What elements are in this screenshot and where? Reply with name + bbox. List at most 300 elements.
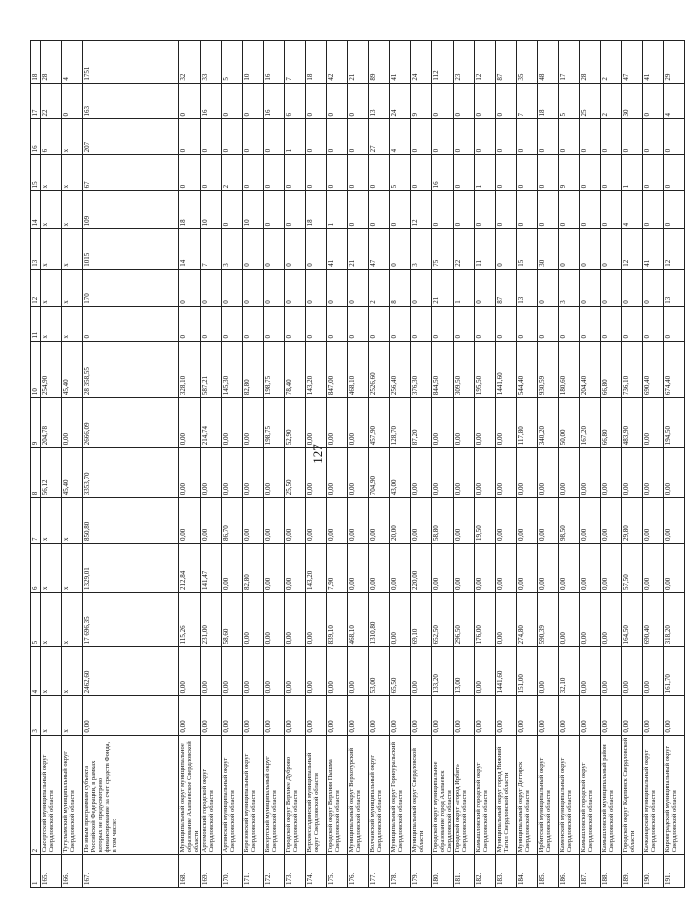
value-cell: 0,00 xyxy=(369,696,390,735)
municipality-name-cell: Ирбитский муниципальный округ Свердловской области xyxy=(538,735,559,855)
value-cell: 7 xyxy=(201,229,222,269)
value-cell: 0,00 xyxy=(432,448,454,498)
value-cell: x xyxy=(62,647,83,696)
value-cell: 0,00 xyxy=(643,544,664,593)
value-cell: 690,40 xyxy=(643,341,664,398)
value-cell: 3 xyxy=(222,229,243,269)
table-row xyxy=(369,41,390,888)
value-cell: 0 xyxy=(643,306,664,341)
value-cell: 0 xyxy=(243,306,264,341)
value-cell: 847,00 xyxy=(327,341,348,398)
value-cell: x xyxy=(62,498,83,544)
value-cell: 32,10 xyxy=(559,647,580,696)
value-cell: 0,00 xyxy=(285,544,306,593)
value-cell: x xyxy=(62,155,83,191)
value-cell: 220,00 xyxy=(411,544,432,593)
value-cell: x xyxy=(62,696,83,735)
value-cell: 53,00 xyxy=(369,647,390,696)
table-row xyxy=(306,41,327,888)
value-cell: 0 xyxy=(369,306,390,341)
row-number-cell: 169. xyxy=(201,855,222,888)
value-cell: 0 xyxy=(454,119,475,155)
value-cell: 0,00 xyxy=(664,544,685,593)
value-cell: 0 xyxy=(475,306,496,341)
value-cell: 0,00 xyxy=(643,498,664,544)
value-cell: 0 xyxy=(179,119,201,155)
value-cell: 48 xyxy=(538,41,559,84)
municipality-name-cell: Муниципальный округ Свердловской области xyxy=(411,735,432,855)
row-number-cell: 173. xyxy=(285,855,306,888)
value-cell: 1 xyxy=(285,119,306,155)
row-number-cell: 184. xyxy=(517,855,538,888)
value-cell: 736,10 xyxy=(622,341,643,398)
value-cell: 0,00 xyxy=(327,647,348,696)
value-cell: 115,26 xyxy=(179,593,201,647)
value-cell: 151,00 xyxy=(517,647,538,696)
value-cell: 10 xyxy=(243,41,264,84)
row-number-cell: 179. xyxy=(411,855,432,888)
value-cell: 33 xyxy=(201,41,222,84)
value-cell: 198,75 xyxy=(264,341,285,398)
value-cell: 16 xyxy=(201,83,222,119)
value-cell: 0,00 xyxy=(179,647,201,696)
value-cell: 16 xyxy=(264,83,285,119)
value-cell: 0,00 xyxy=(285,498,306,544)
value-cell: 930,59 xyxy=(538,341,559,398)
value-cell: 42 xyxy=(327,41,348,84)
value-cell: 11 xyxy=(475,229,496,269)
value-cell: 0,00 xyxy=(580,498,601,544)
table-row xyxy=(496,41,517,888)
value-cell: 2 xyxy=(222,155,243,191)
value-cell: 0 xyxy=(601,155,622,191)
value-cell: 0,00 xyxy=(285,593,306,647)
row-number-cell: 186. xyxy=(559,855,580,888)
value-cell: 195,50 xyxy=(475,341,496,398)
value-cell: 0 xyxy=(264,306,285,341)
value-cell: 0 xyxy=(327,83,348,119)
value-cell: 0,00 xyxy=(454,448,475,498)
header-cell: 12 xyxy=(31,269,41,306)
municipality-name-cell: Тугулымский муниципальный округ Свердловской области xyxy=(62,735,83,855)
value-cell: 0,00 xyxy=(243,398,264,448)
value-cell: 30 xyxy=(538,229,559,269)
row-number-cell: 167. xyxy=(83,855,179,888)
header-cell: 13 xyxy=(31,229,41,269)
value-cell: 9 xyxy=(411,83,432,119)
row-number-cell: 166. xyxy=(62,855,83,888)
value-cell: 274,80 xyxy=(517,593,538,647)
value-cell: 0 xyxy=(348,269,369,306)
value-cell: 0,00 xyxy=(243,448,264,498)
value-cell: 0,00 xyxy=(348,448,369,498)
value-cell: 52,90 xyxy=(285,398,306,448)
value-cell: 0 xyxy=(62,83,83,119)
value-cell: x xyxy=(62,191,83,229)
value-cell: 30 xyxy=(622,83,643,119)
value-cell: 41 xyxy=(390,41,411,84)
table-row xyxy=(559,41,580,888)
value-cell: 12 xyxy=(622,229,643,269)
municipality-name-cell: Муниципальный округ Горноуральский Свердловской области xyxy=(390,735,411,855)
value-cell: x xyxy=(62,306,83,341)
value-cell: 0 xyxy=(348,83,369,119)
value-cell: 0,00 xyxy=(264,544,285,593)
value-cell: 2666,09 xyxy=(83,398,179,448)
value-cell: 0 xyxy=(390,191,411,229)
municipality-name-cell: Бисертский муниципальный округ Свердловской области xyxy=(264,735,285,855)
value-cell: 0,00 xyxy=(348,398,369,448)
value-cell: 112 xyxy=(432,41,454,84)
value-cell: 0 xyxy=(306,83,327,119)
value-cell: 1441,60 xyxy=(496,341,517,398)
value-cell: 844,50 xyxy=(432,341,454,398)
table-row xyxy=(432,41,454,888)
value-cell: 29 xyxy=(664,41,685,84)
value-cell: x xyxy=(62,269,83,306)
value-cell: 0 xyxy=(369,191,390,229)
value-cell: 0,00 xyxy=(538,696,559,735)
value-cell: 587,21 xyxy=(201,341,222,398)
value-cell: 0,00 xyxy=(83,696,179,735)
value-cell: 0 xyxy=(264,269,285,306)
value-cell: 0,00 xyxy=(327,498,348,544)
value-cell: 9 xyxy=(559,155,580,191)
value-cell: 0 xyxy=(411,119,432,155)
value-cell: 141,47 xyxy=(201,544,222,593)
value-cell: 0 xyxy=(243,119,264,155)
value-cell: 4 xyxy=(664,83,685,119)
value-cell: 7 xyxy=(285,41,306,84)
value-cell: 0 xyxy=(243,229,264,269)
value-cell: 0 xyxy=(559,119,580,155)
value-cell: 0 xyxy=(496,229,517,269)
value-cell: 0,00 xyxy=(454,398,475,448)
row-number-cell: 178. xyxy=(390,855,411,888)
value-cell: 0 xyxy=(643,269,664,306)
value-cell: 87 xyxy=(496,269,517,306)
table-row xyxy=(327,41,348,888)
value-cell: 0 xyxy=(643,155,664,191)
header-cell: 3 xyxy=(31,696,41,735)
value-cell: x xyxy=(62,229,83,269)
value-cell: 16 xyxy=(432,155,454,191)
value-cell: 0 xyxy=(348,191,369,229)
value-cell: 0,00 xyxy=(454,498,475,544)
value-cell: 0 xyxy=(496,191,517,229)
table-row xyxy=(41,41,62,888)
municipality-name-cell: Городской округ муниципальное образование город Алапаевск Свердловской области xyxy=(432,735,454,855)
value-cell: 0,00 xyxy=(432,398,454,448)
value-cell: 207 xyxy=(83,119,179,155)
value-cell: 1 xyxy=(454,269,475,306)
value-cell: 58,80 xyxy=(432,498,454,544)
value-cell: 0,00 xyxy=(179,448,201,498)
value-cell: 0,00 xyxy=(390,696,411,735)
value-cell: 0,00 xyxy=(306,498,327,544)
value-cell: 0,00 xyxy=(201,647,222,696)
value-cell: 0 xyxy=(538,191,559,229)
value-cell: 0,00 xyxy=(201,498,222,544)
value-cell: 6 xyxy=(285,83,306,119)
value-cell: 318,20 xyxy=(664,593,685,647)
row-number-cell: 177. xyxy=(369,855,390,888)
value-cell: 1 xyxy=(475,155,496,191)
value-cell: 41 xyxy=(327,229,348,269)
value-cell: 0 xyxy=(622,306,643,341)
value-cell: 0,00 xyxy=(496,498,517,544)
value-cell: 0,00 xyxy=(222,696,243,735)
value-cell: 0 xyxy=(601,306,622,341)
value-cell: 6 xyxy=(41,119,62,155)
value-cell: 0,00 xyxy=(622,647,643,696)
value-cell: 29,80 xyxy=(622,498,643,544)
value-cell: 12 xyxy=(411,191,432,229)
value-cell: 2 xyxy=(601,83,622,119)
value-cell: 0,00 xyxy=(222,448,243,498)
value-cell: 0 xyxy=(580,306,601,341)
value-cell: 0 xyxy=(432,83,454,119)
municipality-name-cell: Муниципальный округ Дегтярск Свердловской области xyxy=(517,735,538,855)
value-cell: 0 xyxy=(306,119,327,155)
value-cell: 0 xyxy=(285,269,306,306)
value-cell: 4 xyxy=(390,119,411,155)
municipality-name-cell: Камышловский муниципальный район Свердловской области xyxy=(601,735,622,855)
value-cell: 0,00 xyxy=(222,544,243,593)
value-cell: 13 xyxy=(517,269,538,306)
value-cell: 0 xyxy=(622,269,643,306)
value-cell: 0 xyxy=(454,191,475,229)
value-cell: x xyxy=(41,269,62,306)
value-cell: 0,00 xyxy=(643,647,664,696)
table-row xyxy=(83,41,179,888)
value-cell: 0,00 xyxy=(432,544,454,593)
value-cell: 1329,01 xyxy=(83,544,179,593)
value-cell: 0,00 xyxy=(601,593,622,647)
value-cell: 13 xyxy=(369,83,390,119)
value-cell: 0,00 xyxy=(264,696,285,735)
value-cell: 66,80 xyxy=(601,398,622,448)
row-number-cell: 170. xyxy=(222,855,243,888)
value-cell: 75 xyxy=(432,229,454,269)
value-cell: 0 xyxy=(496,306,517,341)
value-cell: 204,40 xyxy=(580,341,601,398)
value-cell: 0 xyxy=(517,119,538,155)
value-cell: 0 xyxy=(306,155,327,191)
value-cell: 590,39 xyxy=(538,593,559,647)
value-cell: 1751 xyxy=(83,41,179,84)
table-body xyxy=(31,41,685,888)
value-cell: 5 xyxy=(222,41,243,84)
value-cell: 18 xyxy=(538,83,559,119)
header-cell: 6 xyxy=(31,544,41,593)
value-cell: 0,00 xyxy=(243,647,264,696)
value-cell: 117,80 xyxy=(517,398,538,448)
value-cell: 0 xyxy=(222,269,243,306)
value-cell: 0 xyxy=(664,191,685,229)
value-cell: 0,00 xyxy=(580,696,601,735)
value-cell: 0,00 xyxy=(517,544,538,593)
value-cell: 0 xyxy=(601,191,622,229)
value-cell: 0,00 xyxy=(622,696,643,735)
value-cell: 143,20 xyxy=(306,341,327,398)
value-cell: x xyxy=(62,544,83,593)
value-cell: 0,00 xyxy=(306,593,327,647)
value-cell: 0 xyxy=(475,269,496,306)
table-row xyxy=(643,41,664,888)
table-row xyxy=(538,41,559,888)
value-cell: 18 xyxy=(306,191,327,229)
value-cell: 0 xyxy=(622,119,643,155)
municipality-name-cell: Качканарский муниципальный округ Свердловской области xyxy=(643,735,664,855)
value-cell: 0 xyxy=(517,306,538,341)
table-row xyxy=(454,41,475,888)
value-cell: 78,40 xyxy=(285,341,306,398)
value-cell: 0 xyxy=(411,269,432,306)
value-cell: 19,50 xyxy=(475,498,496,544)
value-cell: 0,00 xyxy=(454,544,475,593)
value-cell: 376,30 xyxy=(411,341,432,398)
value-cell: 0 xyxy=(580,119,601,155)
value-cell: 16 xyxy=(264,41,285,84)
value-cell: 0,00 xyxy=(601,696,622,735)
value-cell: 0,00 xyxy=(517,498,538,544)
value-cell: 544,40 xyxy=(517,341,538,398)
value-cell: 0 xyxy=(285,229,306,269)
value-cell: 0 xyxy=(517,191,538,229)
header-row xyxy=(31,41,41,888)
value-cell: 145,30 xyxy=(222,341,243,398)
value-cell: 7 xyxy=(517,83,538,119)
value-cell: 0 xyxy=(496,155,517,191)
value-cell: 0,00 xyxy=(664,448,685,498)
value-cell: 0 xyxy=(559,229,580,269)
value-cell: 167,20 xyxy=(580,398,601,448)
value-cell: 214,74 xyxy=(201,398,222,448)
value-cell: 0 xyxy=(222,83,243,119)
value-cell: x xyxy=(41,498,62,544)
value-cell: 850,80 xyxy=(83,498,179,544)
value-cell: 22 xyxy=(454,229,475,269)
value-cell: 47 xyxy=(622,41,643,84)
row-number-cell: 189. xyxy=(622,855,643,888)
header-cell: 17 xyxy=(31,83,41,119)
value-cell: 56,12 xyxy=(41,448,62,498)
value-cell: 212,84 xyxy=(179,544,201,593)
value-cell: 0,00 xyxy=(664,696,685,735)
row-number-cell: 185. xyxy=(538,855,559,888)
value-cell: 0 xyxy=(601,119,622,155)
value-cell: 309,50 xyxy=(454,341,475,398)
value-cell: 0,00 xyxy=(643,696,664,735)
row-number-cell: 165. xyxy=(41,855,62,888)
value-cell: 0,00 xyxy=(559,593,580,647)
value-cell: 0,00 xyxy=(622,448,643,498)
header-cell: 7 xyxy=(31,498,41,544)
value-cell: 163 xyxy=(83,83,179,119)
value-cell: 0,00 xyxy=(264,498,285,544)
table-row xyxy=(285,41,306,888)
value-cell: 0,00 xyxy=(179,696,201,735)
municipality-name-cell: Кировградский муниципальный округ Свердловской области xyxy=(664,735,685,855)
value-cell: x xyxy=(62,119,83,155)
table-row xyxy=(201,41,222,888)
value-cell: 7,90 xyxy=(327,544,348,593)
value-cell: 0,00 xyxy=(411,647,432,696)
value-cell: 0,00 xyxy=(327,448,348,498)
value-cell: 12 xyxy=(664,229,685,269)
row-number-cell: 171. xyxy=(243,855,264,888)
value-cell: 18 xyxy=(179,191,201,229)
value-cell: 457,90 xyxy=(369,398,390,448)
row-number-cell: 188. xyxy=(601,855,622,888)
value-cell: 0,00 xyxy=(348,647,369,696)
municipality-name-cell: Артинский муниципальный округ Свердловской области xyxy=(222,735,243,855)
value-cell: 0 xyxy=(454,155,475,191)
value-cell: 87 xyxy=(496,41,517,84)
value-cell: 180,60 xyxy=(559,341,580,398)
value-cell: 0,00 xyxy=(411,448,432,498)
row-number-cell: 180. xyxy=(432,855,454,888)
value-cell: 0,00 xyxy=(475,696,496,735)
value-cell: 690,40 xyxy=(643,593,664,647)
value-cell: 35 xyxy=(517,41,538,84)
value-cell: 0,00 xyxy=(580,593,601,647)
value-cell: 82,80 xyxy=(243,544,264,593)
table-row xyxy=(348,41,369,888)
value-cell: 0 xyxy=(496,83,517,119)
value-cell: 0 xyxy=(454,306,475,341)
value-cell: 0,00 xyxy=(201,448,222,498)
table-row xyxy=(179,41,201,888)
value-cell: x xyxy=(41,647,62,696)
value-cell: 0,00 xyxy=(411,498,432,544)
data-table-rotated xyxy=(30,40,678,888)
header-cell: 2 xyxy=(31,735,41,855)
value-cell: 0 xyxy=(517,155,538,191)
value-cell: 0 xyxy=(348,119,369,155)
header-cell: 11 xyxy=(31,306,41,341)
municipality-name-cell: Городской округ Верхняя Пышма Свердловской области xyxy=(327,735,348,855)
value-cell: 67 xyxy=(83,155,179,191)
row-number-cell: 175. xyxy=(327,855,348,888)
value-cell: 340,20 xyxy=(538,398,559,448)
value-cell: 0 xyxy=(285,306,306,341)
municipality-name-cell: Городской округ «город Ирбит» Свердловской области xyxy=(454,735,475,855)
row-number-cell: 181. xyxy=(454,855,475,888)
value-cell: x xyxy=(41,696,62,735)
value-cell: 0,00 xyxy=(496,398,517,448)
value-cell: 0,00 xyxy=(62,398,83,448)
value-cell: 0,00 xyxy=(496,448,517,498)
value-cell: 254,90 xyxy=(41,341,62,398)
value-cell: 0 xyxy=(580,155,601,191)
value-cell: 27 xyxy=(369,119,390,155)
value-cell: 0,00 xyxy=(243,593,264,647)
value-cell: 0,00 xyxy=(496,593,517,647)
value-cell: 0 xyxy=(643,119,664,155)
value-cell: 0 xyxy=(475,83,496,119)
value-cell: x xyxy=(41,191,62,229)
value-cell: 0 xyxy=(306,306,327,341)
value-cell: 0 xyxy=(264,119,285,155)
value-cell: 0,00 xyxy=(264,448,285,498)
value-cell: 41 xyxy=(643,41,664,84)
value-cell: 0,00 xyxy=(222,398,243,448)
municipality-name-cell: Городской округ Верхнее Дуброво Свердловской области xyxy=(285,735,306,855)
row-number-cell: 168. xyxy=(179,855,201,888)
value-cell: 0,00 xyxy=(327,696,348,735)
